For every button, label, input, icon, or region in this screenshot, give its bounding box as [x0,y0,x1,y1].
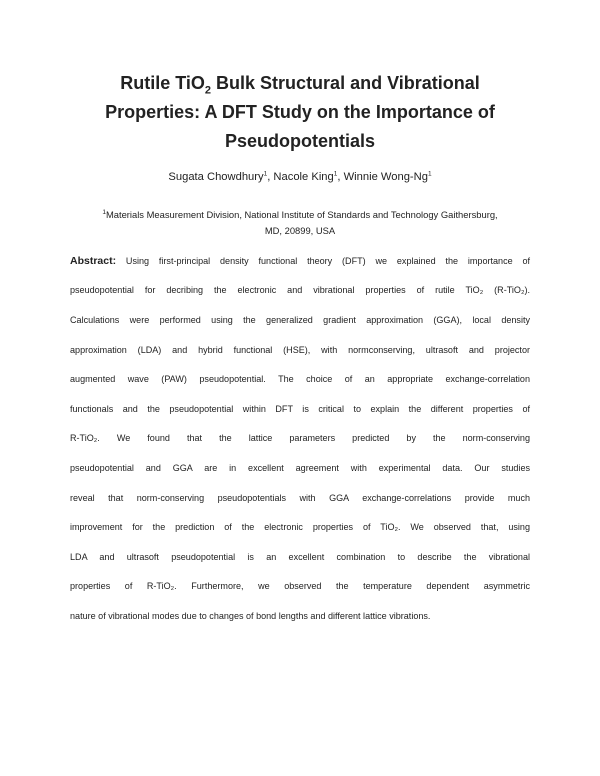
affiliation [62,207,538,239]
abstract-line: improvement for the prediction of the electronic properties of TiO₂. We observed that, using [70,522,530,532]
abstract-line: approximation (LDA) and hybrid functional (HSE), with normconserving, ultrasoft and projector [70,345,530,355]
abstract-line: R-TiO₂. We found that the lattice parameters predicted by the norm-conserving [70,433,530,443]
abstract-line: pseudopotential for decribing the electronic and vibrational properties of rutile TiO₂ (R-TiO₂). [70,285,530,295]
abstract-line: augmented wave (PAW) pseudopotential. The choice of an appropriate exchange-correlation [70,374,530,384]
author-affiliation-mark: 1 [427,170,432,178]
abstract-line-text: Using first-principal density functional theory (DFT) we explained the importance of [116,256,530,266]
abstract-line: functionals and the pseudopotential within DFT is critical to explain the different properties of [70,404,530,414]
abstract-line [70,255,530,269]
author-separator: , [337,171,344,183]
affiliation-line-2: MD, 20899, USA [264,225,336,236]
title-subscript: 2 [204,84,212,97]
abstract-line: nature of vibrational modes due to changes of bond lengths and different lattice vibrations. [70,611,431,621]
abstract-line: properties of R-TiO₂. Furthermore, we observed the temperature dependent asymmetric [70,581,530,591]
abstract-line: Calculations were performed using the generalized gradient approximation (GGA), local density [70,315,530,325]
author-name: Sugata Chowdhury [168,171,264,183]
paper-title [70,69,530,156]
abstract-line: pseudopotential and GGA are in excellent agreement with experimental data. Our studies [70,463,530,473]
affiliation-text-1: Materials Measurement Division, National Institute of Standards and Technology Gaithersburg, [105,209,498,220]
affiliation-mark: 1 [102,208,106,216]
affiliation-line-1 [62,207,538,223]
author-list [40,171,560,183]
abstract-line: LDA and ultrasoft pseudopotential is an excellent combination to describe the vibrational [70,552,530,562]
title-line-2: Properties: A DFT Study on the Importance of [105,102,495,122]
author-affiliation-mark: 1 [333,170,338,178]
author-affiliation-mark: 1 [263,170,268,178]
author-name: Winnie Wong-Ng [343,171,428,183]
author-name: Nacole King [273,171,334,183]
abstract-label: Abstract: [70,255,117,267]
title-line-1-part-a: Rutile TiO [120,73,205,93]
title-line-1-part-b: Bulk Structural and Vibrational [211,73,480,93]
title-line-1 [70,69,530,98]
abstract-line: reveal that norm-conserving pseudopotentials with GGA exchange-correlations provide much [70,493,530,503]
author-separator: , [267,171,274,183]
title-line-3: Pseudopotentials [224,131,376,151]
